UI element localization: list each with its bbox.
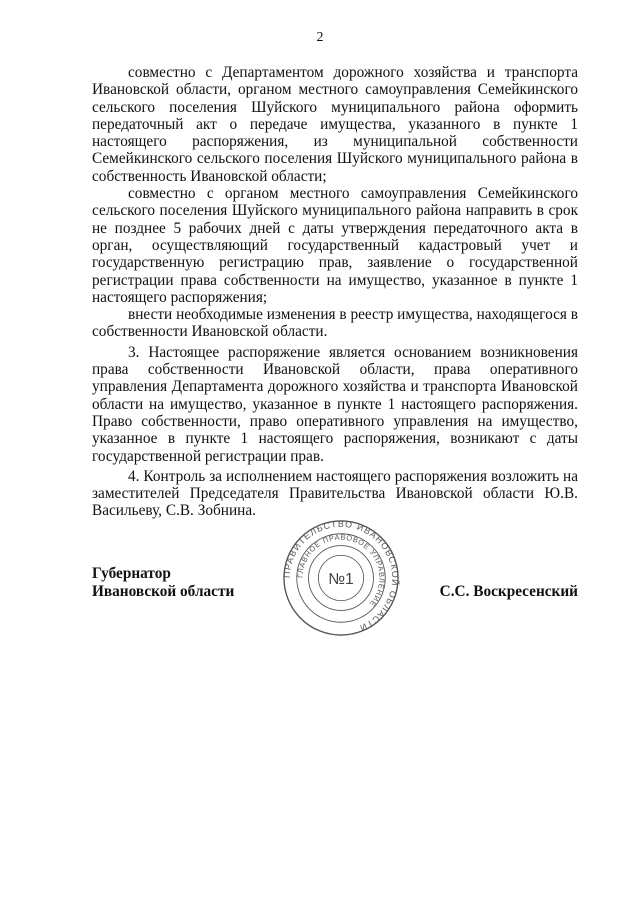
document-body (92, 64, 578, 520)
paragraph-registry-changes: внести необходимые изменения в реестр имущества, находящегося в собственности Ивановской области. (92, 306, 579, 341)
signatory-title-line2: Ивановской области (92, 583, 235, 600)
signatory-title (92, 565, 234, 601)
official-seal-stamp (282, 519, 400, 637)
signatory-name: С.С. Воскресенский (439, 583, 578, 600)
paragraph-item-3: 3. Настоящее распоряжение является основанием возникновения права собственности Ивановской области, права оперативного управления Департамента дорожного хозяйства и транспорта Ивановской области на имущество, указанное в пункте 1 настоящего распоряжения. Право собственности, право оперативного управления на имущество, указанное в пункте 1 настоящего распоряжения, возникают с даты государственной регистрации прав. (92, 343, 578, 465)
seal-inner-text: ГЛАВНОЕ ПРАВОВОЕ УПРАВЛЕНИЕ (295, 532, 387, 609)
paragraph-item-4: 4. Контроль за исполнением настоящего распоряжения возложить на заместителей Председателя Правительства Ивановской области Ю.В. Васильеву, С.В. Зобнина. (92, 467, 578, 520)
seal-number: №1 (328, 570, 354, 588)
page-number: 2 (316, 30, 324, 45)
paragraph-transfer-act: совместно с Департаментом дорожного хозяйства и транспорта Ивановской области, органом местного самоуправления Семейкинского сельского поселения Шуйского муниципального района оформить передаточный акт о передаче имущества, указанного в пункте 1 настоящего распоряжения, из муниципальной собственности Семейкинского сельского поселения Шуйского муниципального района в собственность Ивановской области; (92, 64, 578, 185)
seal-outer-text: ПРАВИТЕЛЬСТВО ИВАНОВСКОЙ ОБЛАСТИ (282, 519, 400, 634)
signatory-title-line1: Губернатор (92, 565, 171, 582)
paragraph-registration: совместно с органом местного самоуправления Семейкинского сельского поселения Шуйского муниципального района направить в срок не позднее 5 рабочих дней с даты утверждения передаточного акта в орган, осуществляющий государственный кадастровый учет и государственную регистрацию прав, заявление о государственной регистрации права собственности на имущество, указанное в пункте 1 настоящего распоряжения; (92, 185, 578, 306)
